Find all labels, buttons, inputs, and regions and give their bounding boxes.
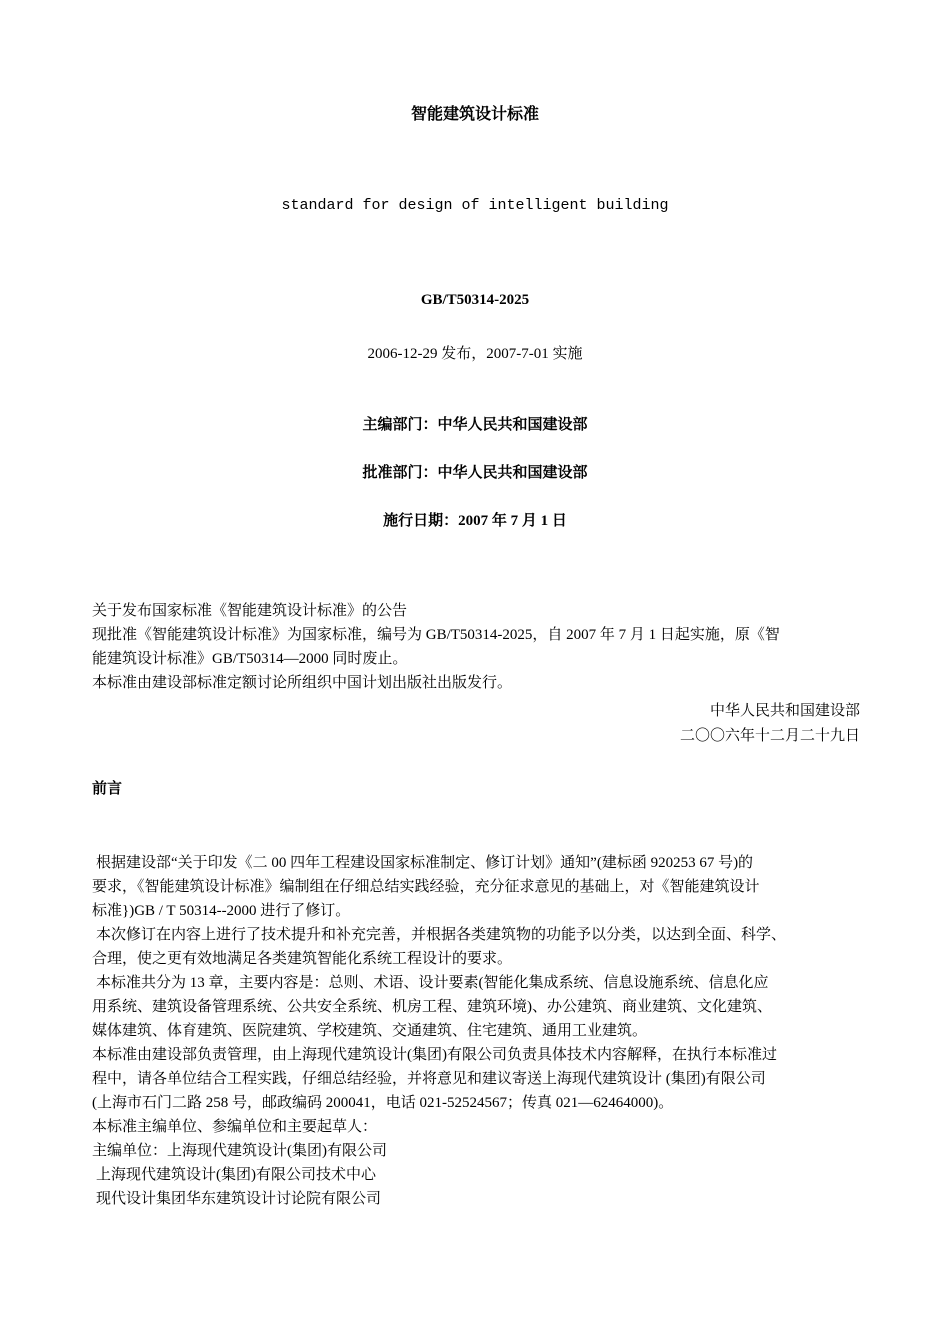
preface-line: 现代设计集团华东建筑设计讨论院有限公司 — [96, 1191, 382, 1207]
publish-dates: 2006-12-29 发布，2007-7-01 实施 — [367, 346, 583, 362]
preface-line: 程中，请各单位结合工程实践，仔细总结经验，并将意见和建议寄送上海现代建筑设计 (集团)有限公司 — [92, 1071, 766, 1087]
preface-line: 要求，《智能建筑设计标准》编制组在仔细总结实践经验，充分征求意见的基础上，对《智能建筑设计 — [92, 879, 760, 895]
notice-signatory: 中华人民共和国建设部 — [709, 703, 860, 719]
preface-line: 本标准主编单位、参编单位和主要起草人： — [92, 1119, 378, 1135]
document-subtitle-english: standard for design of intelligent building — [281, 197, 669, 214]
notice-paragraph-line: 现批准《智能建筑设计标准》为国家标准，编号为 GB/T50314-2025，自 2007 年 7 月 1 日起实施，原《智 — [92, 627, 780, 643]
preface-line: 主编单位：上海现代建筑设计(集团)有限公司 — [92, 1143, 387, 1159]
standard-code: GB/T50314-2025 — [420, 292, 530, 308]
notice-paragraph-line: 能建筑设计标准》GB/T50314—2000 同时废止。 — [92, 651, 408, 667]
preface-line: 用系统、建筑设备管理系统、公共安全系统、机房工程、建筑环境)、办公建筑、商业建筑、文化建筑、 — [92, 999, 772, 1015]
notice-section — [92, 599, 867, 695]
preface-line: 上海现代建筑设计(集团)有限公司技术中心 — [96, 1167, 376, 1183]
notice-sign-date: 二〇〇六年十二月二十九日 — [679, 728, 860, 744]
preface-line: 根据建设部“关于印发《二 00 四年工程建设国家标准制定、修订计划》通知”(建标函 920253 67 号)的 — [96, 855, 754, 871]
notice-heading: 关于发布国家标准《智能建筑设计标准》的公告 — [92, 603, 408, 619]
preface-line: 标准})GB / T 50314--2000 进行了修订。 — [92, 903, 351, 919]
approver-department: 批准部门：中华人民共和国建设部 — [362, 465, 588, 481]
notice-paragraph-line: 本标准由建设部标准定额讨论所组织中国计划出版社出版发行。 — [92, 675, 513, 691]
editor-department: 主编部门：中华人民共和国建设部 — [362, 417, 588, 433]
effective-date: 施行日期：2007 年 7 月 1 日 — [383, 513, 567, 529]
document-title: 智能建筑设计标准 — [410, 106, 539, 123]
preface-line: 本标准由建设部负责管理，由上海现代建筑设计(集团)有限公司负责具体技术内容解释，在执行本标准过 — [92, 1047, 777, 1063]
preface-line: 合理，使之更有效地满足各类建筑智能化系统工程设计的要求。 — [92, 951, 513, 967]
preface-body — [92, 851, 867, 1211]
preface-line: 媒体建筑、体育建筑、医院建筑、学校建筑、交通建筑、住宅建筑、通用工业建筑。 — [92, 1023, 648, 1039]
preface-line: 本标准共分为 13 章，主要内容是：总则、术语、设计要素(智能化集成系统、信息设施系统、信息化应 — [96, 975, 769, 991]
preface-line: (上海市石门二路 258 号，邮政编码 200041，电话 021-52524567；传真 021—62464000)。 — [92, 1095, 674, 1111]
preface-title: 前言 — [92, 781, 123, 797]
preface-line: 本次修订在内容上进行了技术提升和补充完善，并根据各类建筑物的功能予以分类，以达到全面、科学、 — [96, 927, 787, 943]
